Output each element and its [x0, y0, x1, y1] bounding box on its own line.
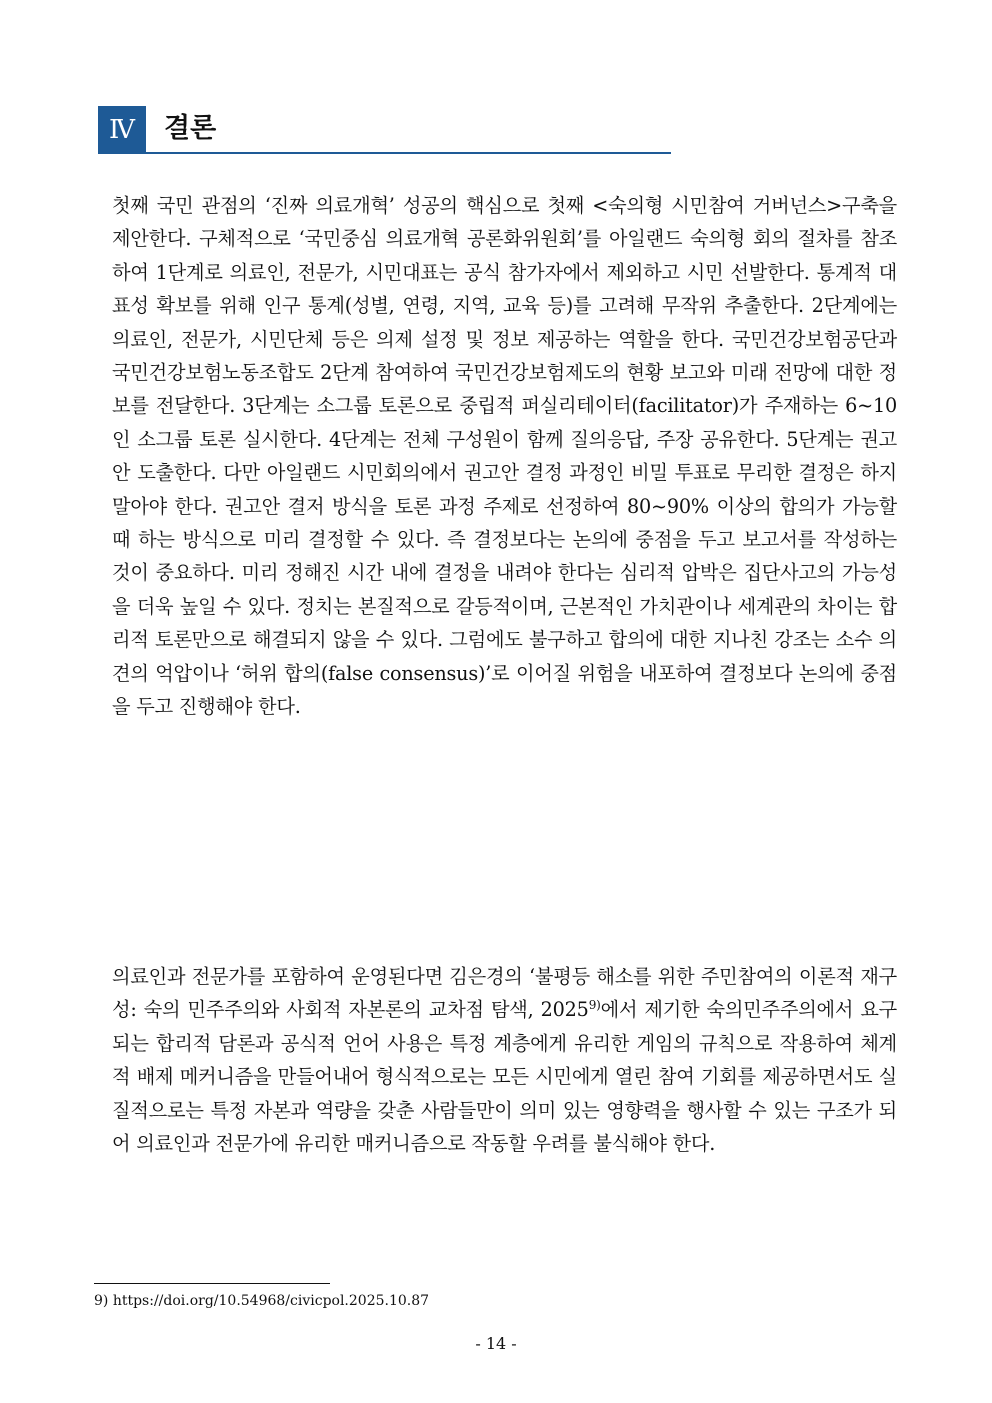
section-number-badge: Ⅳ [98, 106, 146, 153]
section-title: 결론 [164, 113, 217, 144]
footnote-reference[interactable]: 9) [588, 998, 601, 1013]
body-paragraph-1: 첫째 국민 관점의 ‘진짜 의료개혁’ 성공의 핵심으로 첫째 <숙의형 시민참여 거버넌스>구축을 제안한다. 구체적으로 ‘국민중심 의료개혁 공론화위원회’를 아일랜드 숙의형 회의 절차를 참조하여 1단계로 의료인, 전문가, 시민대표는 공식 참가자에서 제외하고 시민 선발한다. 통계적 대표성 확보를 위해 인구 통계(성별, 연령, 지역, 교육 등)를 고려해 무작위 추출한다. 2단계에는 의료인, 전문가, 시민단체 등은 의제 설정 및 정보 제공하는 역할을 한다. 국민건강보험공단과 국민건강보험노동조합도 2단계 참여하여 국민건강보험제도의 현황 보고와 미래 전망에 대한 정보를 전달한다. 3단계는 소그룹 토론으로 중립적 퍼실리테이터(facilitator)가 주재하는 6~10인 소그룹 토론 실시한다. 4단계는 전체 구성원이 함께 질의응답, 주장 공유한다. 5단계는 권고안 도출한다. 다만 아일랜드 시민회의에서 권고안 결정 과정인 비밀 투표로 무리한 결정은 하지 말아야 한다. 권고안 결저 방식을 토론 과정 주제로 선정하여 80∼90% 이상의 합의가 가능할 때 하는 방식으로 미리 결정할 수 있다. 즉 결정보다는 논의에 중점을 두고 보고서를 작성하는 것이 중요하다. 미리 정해진 시간 내에 결정을 내려야 한다는 심리적 압박은 집단사고의 가능성을 더욱 높일 수 있다. 정치는 본질적으로 갈등적이며, 근본적인 가치관이나 세계관의 차이는 합리적 토론만으로 해결되지 않을 수 있다. 그럼에도 불구하고 합의에 대한 지나친 강조는 소수 의견의 억압이나 ‘허위 합의(false consensus)’로 이어질 위험을 내포하여 결정보다 논의에 중점을 두고 진행해야 한다. [112, 194, 897, 719]
body-paragraph-2 [112, 960, 897, 1160]
footnote-text: 9) https://doi.org/10.54968/civicpol.2025.10.87 [94, 1293, 430, 1309]
footnote-divider [94, 1283, 330, 1284]
paragraph-2-text-start: 의료인과 전문가를 포함하여 운영된다면 김은경의 ‘불평등 해소를 위한 주민참여의 이론적 재구성: 숙의 민주주의와 사회적 자본론의 교차점 탐색, 2025 [112, 965, 897, 1022]
section-underline [98, 152, 671, 154]
section-header [98, 106, 671, 154]
page-number: - 14 - [475, 1334, 517, 1353]
paragraph-2-text-end: 에서 제기한 숙의민주주의에서 요구되는 합리적 담론과 공식적 언어 사용은 특정 계층에게 유리한 게임의 규칙으로 작용하여 체계적 배제 메커니즘을 만들어내어 형식적으로는 모든 시민에게 열린 참여 기회를 제공하면서도 실질적으로는 특정 자본과 역량을 갖춘 사람들만이 의미 있는 영향력을 행사할 수 있는 구조가 되어 의료인과 전문가에 유리한 매커니즘으로 작동할 우려를 불식해야 한다. [112, 998, 897, 1156]
